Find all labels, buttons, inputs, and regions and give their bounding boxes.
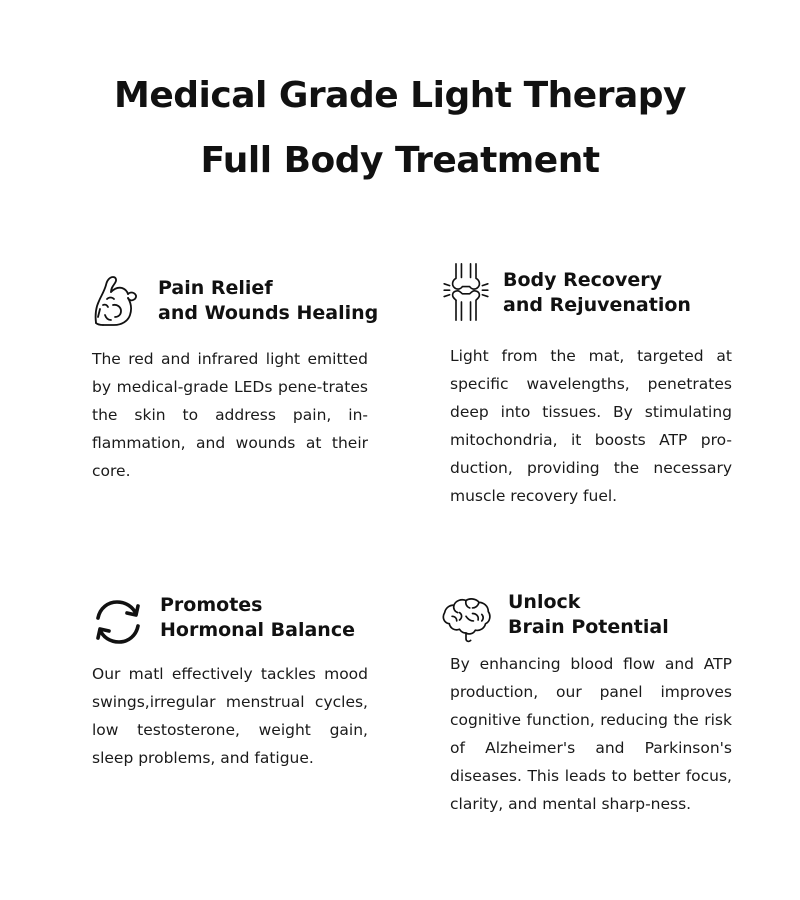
cycle-arrows-icon [92,592,144,652]
feature-body-recovery [440,262,732,505]
feature-heading: Promotes Hormonal Balance [160,594,355,641]
feature-description: Light from the mat, targeted at specific wavelengths, penetrates deep into tissues. By stimulating mitochondria, it boosts ATP pro-duction, providing the necessary muscle recovery fuel. [450,347,732,505]
feature-pain-relief [92,271,379,480]
feature-brain-potential [440,590,732,813]
brain-icon [440,590,492,650]
feature-description: By enhancing blood flow and ATP production, our panel improves cognitive function, reducing the risk of Alzheimer's and Parkinson's diseases. This leads to better focus, clarity, and mental sharp-ness. [450,655,732,813]
feature-header [440,262,732,322]
feature-heading: Unlock Brain Potential [508,591,669,638]
page-title-line-2: Full Body Treatment [200,140,600,181]
feature-description: The red and infrared light emitted by medical-grade LEDs pene-trates the skin to address pain, in-flammation, and wounds at their core. [92,350,368,480]
arm-muscle-icon [92,271,144,331]
feature-hormonal-balance [92,592,368,767]
feature-description: Our matl effectively tackles mood swings,irregular menstrual cycles, low testosterone, weight gain, sleep problems, and fatigue. [92,665,368,767]
page-title-line-1: Medical Grade Light Therapy [114,75,686,116]
joint-icon [440,262,492,322]
feature-header [440,590,732,650]
feature-header [92,271,379,331]
feature-heading: Pain Relief and Wounds Healing [158,277,379,324]
feature-header [92,592,368,652]
feature-heading: Body Recovery and Rejuvenation [503,269,691,316]
